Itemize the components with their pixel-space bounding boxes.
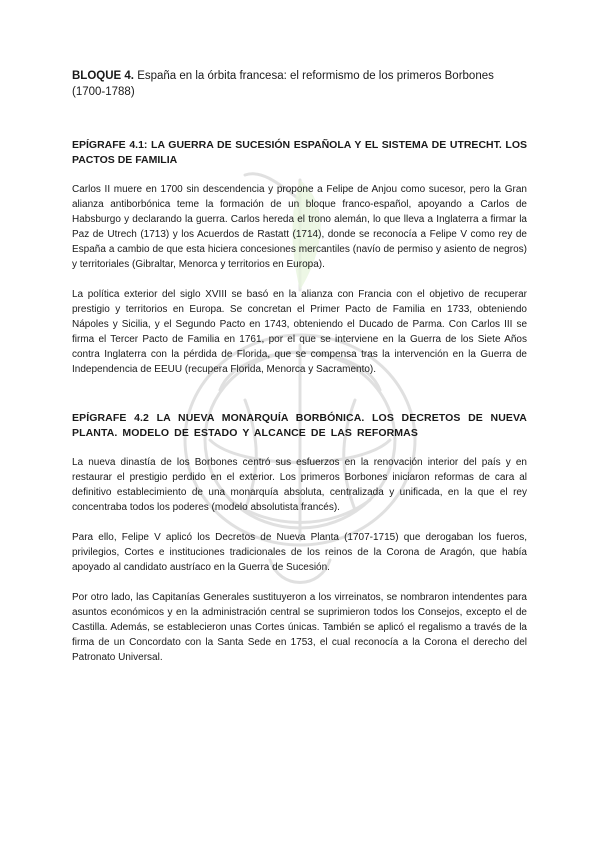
section-title-4-1: EPÍGRAFE 4.1: LA GUERRA DE SUCESIÓN ESPAÑOLA Y EL SISTEMA DE UTRECHT. LOS PACTOS DE FAMILIA — [72, 139, 527, 166]
section-title-4-2: EPÍGRAFE 4.2 LA NUEVA MONARQUÍA BORBÓNICA. LOS DECRETOS DE NUEVA PLANTA. MODELO DE ESTADO Y ALCANCE DE LAS REFORMAS — [72, 412, 527, 439]
block-label: BLOQUE 4. — [72, 70, 134, 82]
section-4-2-paragraph: Para ello, Felipe V aplicó los Decretos de Nueva Planta (1707-1715) que derogaban los fueros, privilegios, Cortes e instituciones tradicionales de los reinos de la Corona de Aragón, que había apoyado al candidato austríaco en la Guerra de Sucesión. — [72, 532, 527, 573]
section-4-1-paragraph: Carlos II muere en 1700 sin descendencia y propone a Felipe de Anjou como sucesor, pero la Gran alianza antiborbónica teme la formación de un bloque franco-español, apoyando a Carlos de Habsburgo y declarando la guerra. Carlos hereda el trono alemán, lo que lleva a Inglaterra a firmar la Paz de Utrech (1713) y los Acuerdos de Rastatt (1714), donde se reconocía a Felipe V como rey de España a cambio de que esta hiciera concesiones mercantiles (navío de permiso y asiento de negros) y territoriales (Gibraltar, Menorca y territorios en Europa). — [72, 184, 527, 270]
section-4-1-paragraph: La política exterior del siglo XVIII se basó en la alianza con Francia con el objetivo de recuperar prestigio y territorios en Europa. Se concretan el Primer Pacto de Familia en 1733, obteniendo Nápoles y Sicilia, y el Segundo Pacto en 1743, obteniendo el Ducado de Parma. Con Carlos III se firma el Tercer Pacto de Familia en 1761, por el que se interviene en la Guerra de los Siete Años contra Inglaterra con la pérdida de Florida, que se compensa tras la intervención en la Guerra de Independencia de EEUU (recupera Florida, Menorca y Sacramento). — [72, 289, 527, 375]
section-4-2-paragraph: La nueva dinastía de los Borbones centró sus esfuerzos en la renovación interior del país y en restaurar el prestigio perdido en el exterior. Los primeros Borbones iniciaron reformas de cara al definitivo establecimiento de una monarquía absoluta, centralizada y unificada, en la que el rey concentraba todos los poderes (modelo absolutista francés). — [72, 457, 527, 513]
document-page — [72, 68, 527, 680]
block-title: España en la órbita francesa: el reformismo de los primeros Borbones (1700-1788) — [72, 70, 494, 98]
block-heading — [72, 68, 527, 100]
section-4-2-paragraph: Por otro lado, las Capitanías Generales sustituyeron a los virreinatos, se nombraron intendentes para asuntos económicos y en la administración central se suprimieron todos los Consejos, excepto el de Castilla. Además, se establecieron unas Cortes únicas. También se aplicó el regalismo a través de la firma de un Concordato con la Santa Sede en 1753, el cual reconocía a la Corona el derecho del Patronato Universal. — [72, 592, 527, 663]
